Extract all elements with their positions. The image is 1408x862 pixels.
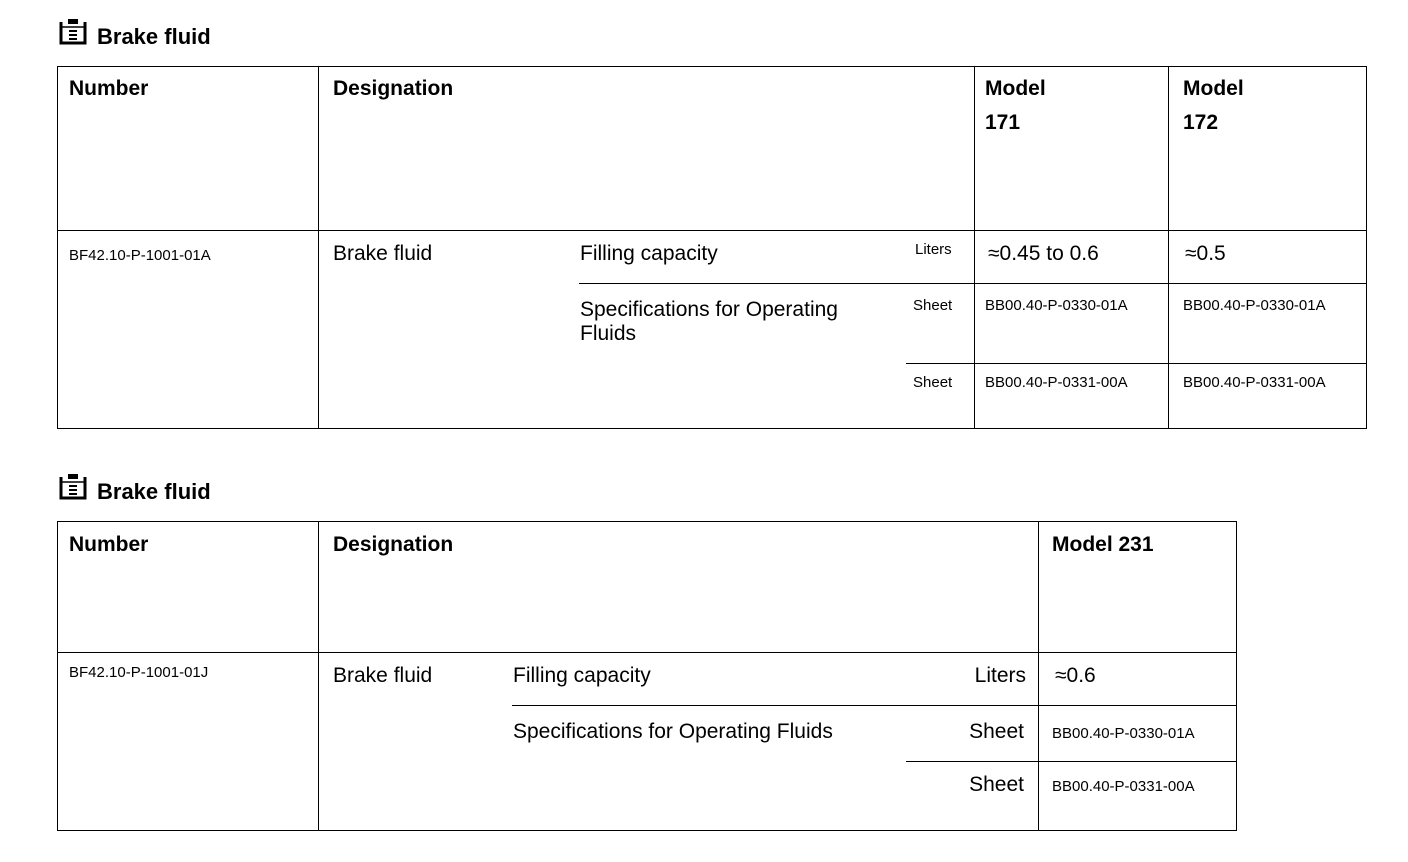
- header-divider: [57, 230, 1367, 231]
- spec-unit: Sheet: [913, 374, 953, 391]
- header-divider: [57, 652, 1237, 653]
- header-number: Number: [69, 77, 149, 100]
- part-number: BF42.10-P-1001-01J: [69, 664, 209, 681]
- column-divider: [318, 66, 319, 429]
- section-title: Brake fluid: [97, 24, 211, 49]
- column-divider: [1038, 521, 1039, 831]
- spec-unit: Sheet: [969, 773, 1024, 796]
- filling-value-172: ≈0.5: [1185, 242, 1226, 265]
- header-designation: Designation: [333, 533, 454, 556]
- section-title: Brake fluid: [97, 479, 211, 504]
- part-number: BF42.10-P-1001-01A: [69, 247, 211, 264]
- filling-value-231: ≈0.6: [1055, 664, 1096, 687]
- header-model-171-line2: 171: [985, 111, 1021, 134]
- spec-unit: Sheet: [969, 720, 1024, 743]
- row-divider: [512, 705, 1237, 706]
- spec-value-172: BB00.40-P-0331-00A: [1183, 374, 1326, 391]
- row-divider: [579, 283, 1367, 284]
- header-number: Number: [69, 533, 149, 556]
- spec-value-171: BB00.40-P-0330-01A: [985, 297, 1128, 314]
- spec-value-231: BB00.40-P-0331-00A: [1052, 778, 1195, 795]
- row-divider: [906, 363, 1367, 364]
- filling-capacity-label: Filling capacity: [580, 242, 718, 265]
- header-model-172-line2: 172: [1183, 111, 1219, 134]
- brake-fluid-reservoir-icon: [58, 18, 88, 46]
- filling-unit: Liters: [974, 664, 1026, 687]
- designation: Brake fluid: [333, 242, 433, 265]
- header-model-231: Model 231: [1052, 533, 1154, 556]
- spec-value-171: BB00.40-P-0331-00A: [985, 374, 1128, 391]
- filling-value-171: ≈0.45 to 0.6: [988, 242, 1099, 265]
- designation: Brake fluid: [333, 664, 433, 687]
- filling-capacity-label: Filling capacity: [513, 664, 651, 687]
- column-divider: [1168, 66, 1169, 429]
- brake-fluid-reservoir-icon: [58, 473, 88, 501]
- filling-unit: Liters: [915, 241, 952, 258]
- spec-label: Specifications for Operating Fluids: [513, 720, 833, 743]
- row-divider: [906, 761, 1237, 762]
- header-designation: Designation: [333, 77, 454, 100]
- header-model-172-line1: Model: [1183, 77, 1244, 100]
- spec-label: Specifications for Operating Fluids: [580, 298, 838, 345]
- spec-value-231: BB00.40-P-0330-01A: [1052, 725, 1195, 742]
- spec-value-172: BB00.40-P-0330-01A: [1183, 297, 1326, 314]
- header-model-171-line1: Model: [985, 77, 1046, 100]
- column-divider: [318, 521, 319, 831]
- column-divider: [974, 66, 975, 429]
- spec-unit: Sheet: [913, 297, 953, 314]
